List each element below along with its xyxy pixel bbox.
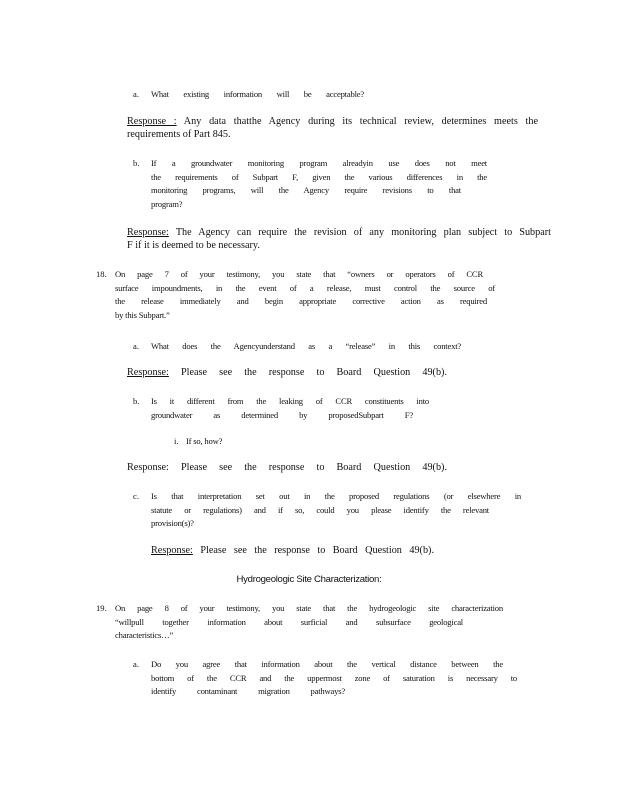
response-label: Response : (127, 116, 177, 127)
response-label: Response: (151, 545, 193, 556)
response-block (151, 545, 434, 558)
question-19 (115, 602, 503, 643)
text-line: If a groundwater monitoring program alreadyin use does not meet (151, 158, 487, 168)
question-b-monitoring-program (151, 157, 487, 211)
question-c-interpretation (151, 490, 521, 531)
item-marker: i. (174, 436, 179, 446)
item-marker: a. (133, 341, 139, 351)
text-line: Is it different from the leaking of CCR constituents into (151, 396, 429, 406)
text-line: program? (151, 198, 183, 209)
text-line: What does the Agencyunderstand as a “release” in this context? (151, 341, 461, 351)
question-a-release (151, 340, 461, 354)
response-label: Response: (127, 227, 169, 238)
text-line: by this Subpart.” (115, 309, 170, 320)
text-line: Do you agree that information about the vertical distance between the (151, 659, 503, 669)
response-text: Please see the response to Board Question 49(b). (180, 462, 447, 473)
response-text: Please see the response to Board Question 49(b). (180, 367, 447, 378)
text-line: On page 7 of your testimony, you state that “owners or operators of CCR (115, 269, 483, 279)
text-line: bottom of the CCR and the uppermost zone of saturation is necessary to (151, 672, 517, 683)
text-line: Any data thatthe Agency during its technical review, determines meets the (183, 116, 538, 127)
text-line: characteristics…” (115, 630, 174, 641)
text-line: statute or regulations) and if so, could you please identify the relevant (151, 504, 489, 515)
text-line: identify contaminant migration pathways? (151, 686, 345, 697)
section-heading: Hydrogeologic Site Characterization: (236, 574, 382, 585)
text-line: What existing information will be acceptable? (151, 89, 364, 99)
text-line: “willpull together information about surficial and subsurface geological (115, 616, 463, 627)
item-marker: a. (133, 659, 139, 669)
response-label: Response: (127, 462, 169, 473)
item-marker: a. (133, 89, 139, 99)
text-line: the release immediately and begin appropriate corrective action as required (115, 296, 487, 307)
response-text: Please see the response to Board Question 49(b). (200, 545, 434, 556)
question-a-vertical-distance (151, 658, 517, 699)
text-line: The Agency can require the revision of any monitoring plan subject to Subpart (175, 227, 551, 238)
question-a-existing-info (151, 88, 364, 102)
response-block (127, 116, 538, 141)
response-block (127, 462, 447, 475)
text-line: provision(s)? (151, 518, 194, 529)
question-b-leaking (151, 395, 429, 422)
question-number: 18. (96, 269, 107, 279)
text-line: On page 8 of your testimony, you state that the hydrogeologic site characterization (115, 603, 503, 613)
item-marker: c. (133, 491, 139, 501)
question-18 (115, 268, 495, 322)
response-block (127, 367, 447, 380)
text-line: Is that interpretation set out in the proposed regulations (or elsewhere in (151, 491, 521, 501)
response-label: Response: (127, 367, 169, 378)
text-line: the requirements of Subpart F, given the various differences in the (151, 171, 487, 182)
response-block (127, 227, 551, 252)
question-number: 19. (96, 603, 107, 613)
text-line: groundwater as determined by proposedSubpart F? (151, 409, 413, 420)
text-line: F if it is deemed to be necessary. (127, 239, 260, 251)
text-line: surface impoundments, in the event of a release, must control the source of (115, 282, 495, 293)
item-marker: b. (133, 396, 140, 406)
text-line: requirements of Part 845. (127, 128, 231, 140)
item-marker: b. (133, 158, 140, 168)
text-line: If so, how? (186, 436, 223, 446)
text-line: monitoring programs, will the Agency require revisions to that (151, 185, 461, 196)
question-i-how (186, 435, 222, 449)
